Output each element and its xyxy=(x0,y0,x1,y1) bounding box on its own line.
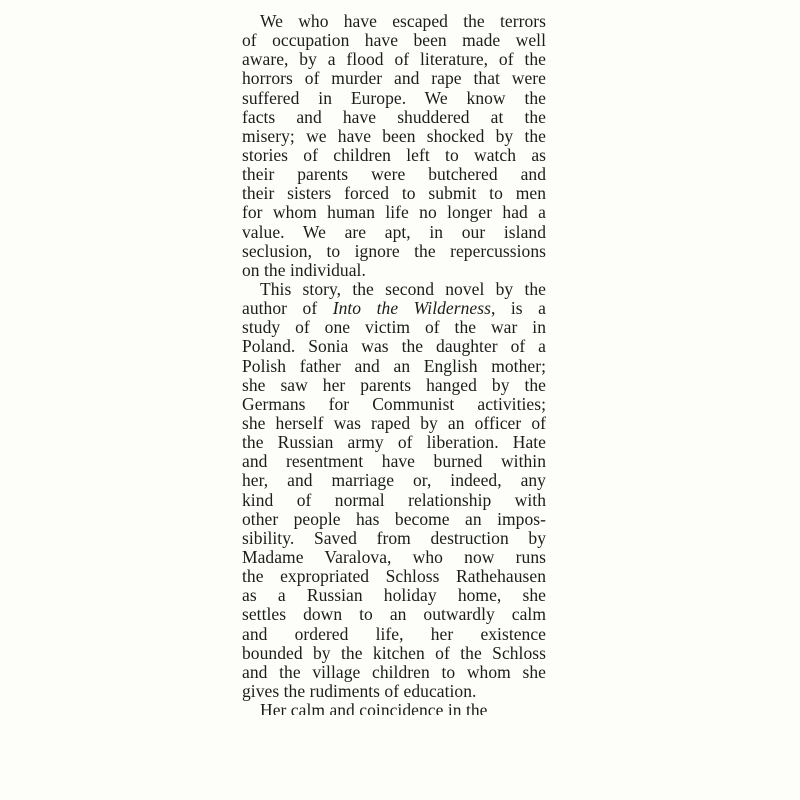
text-line: misery; we have been shocked by the xyxy=(242,125,546,146)
text-line: sibility. Saved from destruction by xyxy=(242,527,546,548)
text-line: Madame Varalova, who now runs xyxy=(242,546,546,567)
text-line: value. We are apt, in our island xyxy=(242,221,546,242)
text-line: stories of children left to watch as xyxy=(242,144,546,165)
book-title-italic: Into the Wilderness xyxy=(332,298,491,319)
text-line: Polish father and an English mother; xyxy=(242,355,546,376)
text-line: settles down to an outwardly calm xyxy=(242,604,546,625)
text-line: gives the rudiments of education. xyxy=(242,680,477,701)
text-fragment: , is a xyxy=(490,298,546,319)
text-line-with-title xyxy=(242,299,546,318)
text-line: facts and have shuddered at the xyxy=(242,106,546,127)
text-line: bounded by the kitchen of the Schloss xyxy=(242,642,546,663)
text-line: Germans for Communist activities; xyxy=(242,393,546,414)
text-line-cut-off: Her calm and coincidence in the xyxy=(260,701,488,716)
text-line: the expropriated Schloss Rathehausen xyxy=(242,566,546,587)
text-line: for whom human life no longer had a xyxy=(242,202,546,223)
text-line: and the village children to whom she xyxy=(242,661,546,682)
text-line: the Russian army of liberation. Hate xyxy=(242,432,546,453)
text-line: their sisters forced to submit to men xyxy=(242,183,546,204)
book-blurb-text xyxy=(242,12,546,715)
text-line: of occupation have been made well xyxy=(242,30,546,51)
text-fragment: author of xyxy=(242,298,333,319)
text-line: suffered in Europe. We know the xyxy=(242,87,546,108)
text-line: study of one victim of the war in xyxy=(242,317,546,338)
text-line: and ordered life, her existence xyxy=(242,623,546,644)
text-line: horrors of murder and rape that were xyxy=(242,68,546,89)
text-line: We who have escaped the terrors xyxy=(260,11,546,31)
text-line: she herself was raped by an officer of xyxy=(242,412,546,433)
text-line: other people has become an impos- xyxy=(242,508,546,529)
text-line: aware, by a flood of literature, of the xyxy=(242,49,546,70)
text-line: her, and marriage or, indeed, any xyxy=(242,470,546,491)
text-line: This story, the second novel by the xyxy=(260,278,546,299)
text-line: kind of normal relationship with xyxy=(242,489,546,510)
text-line: on the individual. xyxy=(242,259,366,280)
text-line: she saw her parents hanged by the xyxy=(242,374,546,395)
text-line: and resentment have burned within xyxy=(242,451,546,472)
text-line: Poland. Sonia was the daughter of a xyxy=(242,336,546,357)
text-line: seclusion, to ignore the repercussions xyxy=(242,240,546,261)
text-line: as a Russian holiday home, she xyxy=(242,585,546,606)
text-line: their parents were butchered and xyxy=(242,164,546,185)
